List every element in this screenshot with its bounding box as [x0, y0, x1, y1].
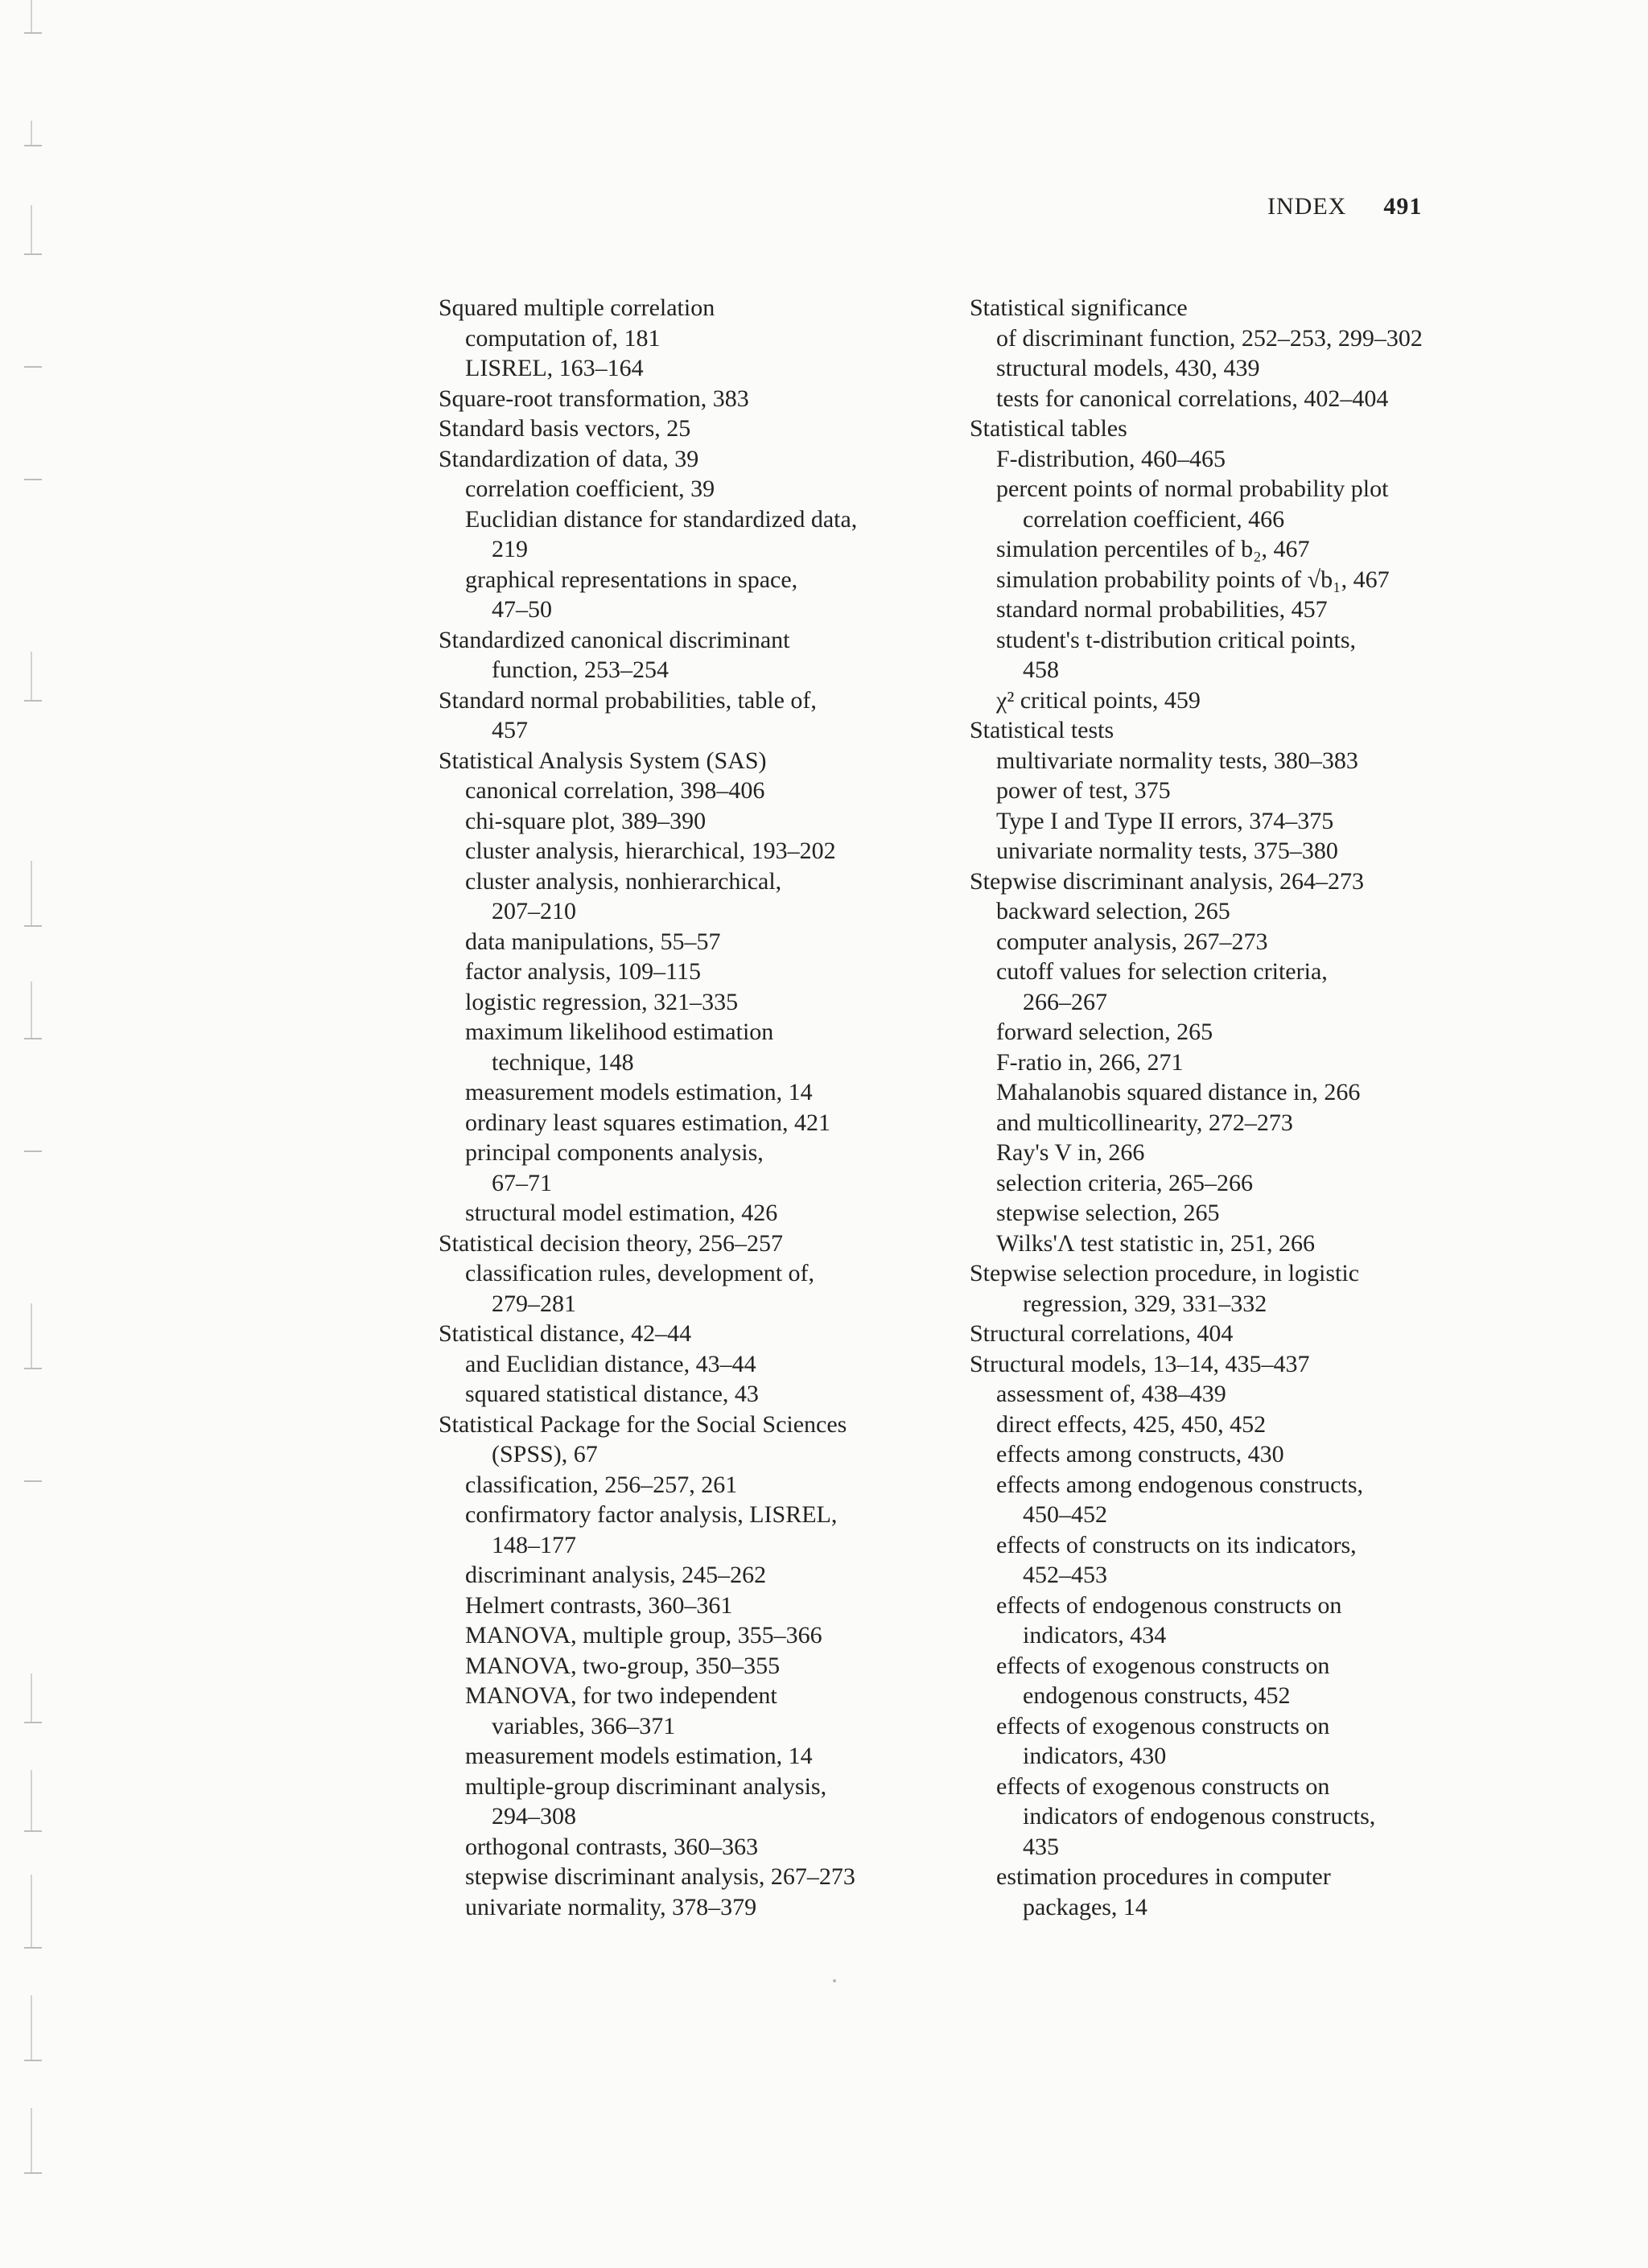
index-entry: endogenous constructs, 452 — [1023, 1682, 1291, 1709]
index-column-right — [970, 293, 1501, 1922]
index-entry: F-distribution, 460–465 — [996, 445, 1226, 472]
index-entry: structural models, 430, 439 — [996, 355, 1260, 381]
index-entry: effects among endogenous constructs, — [996, 1471, 1363, 1498]
index-entry: Standard basis vectors, 25 — [439, 415, 691, 442]
index-entry: LISREL, 163–164 — [465, 355, 644, 381]
index-entry: simulation probability points of √b₁, 467 — [996, 566, 1390, 593]
index-entry: 207–210 — [492, 898, 576, 924]
index-entry: orthogonal contrasts, 360–363 — [465, 1833, 759, 1860]
index-entry: effects of exogenous constructs on — [996, 1772, 1330, 1800]
index-entry: Statistical Package for the Social Sciences — [439, 1410, 847, 1438]
index-entry: assessment of, 438–439 — [996, 1381, 1226, 1407]
index-entry: 294–308 — [492, 1803, 576, 1830]
index-entry: (SPSS), 67 — [492, 1441, 598, 1467]
index-entry: confirmatory factor analysis, LISREL, — [465, 1501, 838, 1528]
index-entry: variables, 366–371 — [492, 1712, 676, 1739]
index-entry: Ray's V in, 266 — [996, 1139, 1145, 1166]
index-entry: Stepwise discriminant analysis, 264–273 — [970, 867, 1364, 895]
index-entry: simulation percentiles of b₂, 467 — [996, 536, 1310, 562]
index-entry: tests for canonical correlations, 402–404 — [996, 385, 1389, 412]
index-entry: 266–267 — [1023, 988, 1107, 1015]
index-entry: student's t-distribution critical points, — [996, 626, 1357, 653]
index-entry: Statistical decision theory, 256–257 — [439, 1229, 783, 1257]
index-entry: F-ratio in, 266, 271 — [996, 1048, 1184, 1076]
index-entry: structural model estimation, 426 — [465, 1200, 778, 1226]
index-entry: effects of exogenous constructs on — [996, 1712, 1330, 1739]
index-entry: Helmert contrasts, 360–361 — [465, 1591, 733, 1619]
index-entry: multiple-group discriminant analysis, — [465, 1772, 827, 1800]
index-entry: MANOVA, two-group, 350–355 — [465, 1652, 781, 1679]
index-entry: Euclidian distance for standardized data, — [465, 505, 858, 533]
binding-margin — [0, 0, 48, 2268]
index-entry: packages, 14 — [1023, 1893, 1147, 1920]
index-entry: computation of, 181 — [465, 324, 661, 352]
index-entry: χ² critical points, 459 — [996, 686, 1201, 714]
index-entry: Statistical Analysis System (SAS) — [439, 747, 767, 774]
index-entry: effects of constructs on its indicators, — [996, 1531, 1357, 1558]
index-entry: Wilks'Λ test statistic in, 251, 266 — [996, 1229, 1315, 1257]
index-entry: computer analysis, 267–273 — [996, 928, 1268, 955]
index-entry: Structural correlations, 404 — [970, 1320, 1234, 1347]
index-entry: 457 — [492, 717, 528, 743]
index-entry: Statistical tables — [970, 415, 1127, 442]
index-entry: measurement models estimation, 14 — [465, 1079, 813, 1105]
index-entry: effects among constructs, 430 — [996, 1441, 1284, 1467]
index-entry: stepwise selection, 265 — [996, 1200, 1220, 1226]
index-entry: technique, 148 — [492, 1048, 634, 1076]
index-entry: Standardized canonical discriminant — [439, 626, 790, 653]
index-entry: power of test, 375 — [996, 777, 1171, 804]
index-entry: Stepwise selection procedure, in logistic — [970, 1260, 1360, 1286]
index-entry: univariate normality tests, 375–380 — [996, 838, 1338, 864]
index-entry: Statistical tests — [970, 717, 1114, 743]
index-entry: 279–281 — [492, 1290, 576, 1317]
index-entry: regression, 329, 331–332 — [1023, 1290, 1267, 1317]
index-entry: backward selection, 265 — [996, 898, 1230, 924]
index-entry: Square-root transformation, 383 — [439, 385, 749, 412]
index-entry: classification rules, development of, — [465, 1260, 815, 1286]
page-speck — [833, 1979, 836, 1982]
index-entry: percent points of normal probability plot — [996, 475, 1389, 502]
index-entry: forward selection, 265 — [996, 1019, 1213, 1045]
running-header — [1267, 193, 1422, 220]
index-entry: principal components analysis, — [465, 1139, 764, 1166]
index-entry: Type I and Type II errors, 374–375 — [996, 807, 1334, 834]
index-entry: canonical correlation, 398–406 — [465, 777, 765, 804]
index-entry: effects of endogenous constructs on — [996, 1591, 1342, 1619]
index-entry: effects of exogenous constructs on — [996, 1652, 1330, 1679]
index-entry: 148–177 — [492, 1531, 576, 1558]
index-entry: 67–71 — [492, 1169, 552, 1196]
index-entry: direct effects, 425, 450, 452 — [996, 1410, 1267, 1438]
index-entry: 450–452 — [1023, 1501, 1107, 1528]
index-entry: Statistical significance — [970, 294, 1188, 321]
index-entry: classification, 256–257, 261 — [465, 1471, 738, 1498]
index-entry: indicators, 430 — [1023, 1743, 1167, 1769]
index-entry: of discriminant function, 252–253, 299–302 — [996, 324, 1423, 352]
index-entry: indicators of endogenous constructs, — [1023, 1803, 1376, 1830]
index-entry: discriminant analysis, 245–262 — [465, 1562, 767, 1588]
index-entry: selection criteria, 265–266 — [996, 1169, 1254, 1196]
index-entry: data manipulations, 55–57 — [465, 928, 721, 955]
index-entry: MANOVA, multiple group, 355–366 — [465, 1622, 822, 1649]
index-entry: indicators, 434 — [1023, 1622, 1167, 1649]
index-entry: cutoff values for selection criteria, — [996, 958, 1328, 985]
index-entry: stepwise discriminant analysis, 267–273 — [465, 1863, 855, 1890]
index-entry: function, 253–254 — [492, 657, 669, 683]
index-entry: cluster analysis, nonhierarchical, — [465, 867, 782, 895]
section-title: INDEX — [1267, 193, 1347, 220]
index-entry: multivariate normality tests, 380–383 — [996, 747, 1358, 774]
index-entry: standard normal probabilities, 457 — [996, 596, 1328, 623]
index-entry: cluster analysis, hierarchical, 193–202 — [465, 838, 836, 864]
index-entry: graphical representations in space, — [465, 566, 798, 593]
index-entry: and multicollinearity, 272–273 — [996, 1109, 1293, 1136]
index-entry: maximum likelihood estimation — [465, 1019, 774, 1045]
index-entry: Standard normal probabilities, table of, — [439, 686, 817, 714]
index-entry: ordinary least squares estimation, 421 — [465, 1109, 831, 1136]
index-entry: Structural models, 13–14, 435–437 — [970, 1350, 1310, 1377]
index-entry: measurement models estimation, 14 — [465, 1743, 813, 1769]
index-entry: 458 — [1023, 657, 1059, 683]
index-entry: 219 — [492, 536, 528, 562]
index-entry: chi-square plot, 389–390 — [465, 807, 707, 834]
index-entry: squared statistical distance, 43 — [465, 1381, 759, 1407]
index-entry: factor analysis, 109–115 — [465, 958, 701, 985]
index-entry: correlation coefficient, 39 — [465, 475, 715, 502]
index-entry: Statistical distance, 42–44 — [439, 1320, 692, 1347]
index-entry: MANOVA, for two independent — [465, 1682, 777, 1709]
index-entry: 435 — [1023, 1833, 1059, 1860]
index-entry: and Euclidian distance, 43–44 — [465, 1350, 756, 1377]
index-entry: Standardization of data, 39 — [439, 445, 699, 472]
index-entry: correlation coefficient, 466 — [1023, 505, 1285, 533]
index-entry: logistic regression, 321–335 — [465, 988, 739, 1015]
index-entry: Squared multiple correlation — [439, 294, 715, 321]
index-entry: estimation procedures in computer — [996, 1863, 1331, 1890]
page-number: 491 — [1383, 193, 1423, 220]
index-column-left — [439, 293, 954, 1922]
index-entry: Mahalanobis squared distance in, 266 — [996, 1079, 1361, 1105]
index-entry: univariate normality, 378–379 — [465, 1893, 757, 1920]
index-entry: 452–453 — [1023, 1562, 1107, 1588]
index-entry: 47–50 — [492, 596, 552, 623]
